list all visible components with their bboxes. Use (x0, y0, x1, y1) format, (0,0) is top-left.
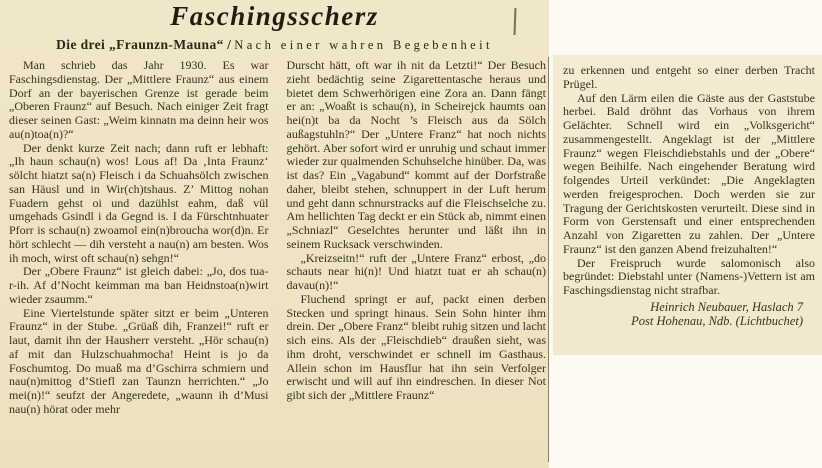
paragraph-continuation: zu erkennen und entgeht so einer derben Tracht Prügel. (563, 63, 815, 91)
boxed-conclusion-panel (553, 55, 822, 355)
article-title: Faschingsscherz (170, 1, 379, 31)
paragraph: „Kreizseitn!“ ruft der „Untere Franz“ erbost, „do schauts near hi(n)! Und hiatzt tuat er ah schau(n) davau(n)!“ (286, 250, 546, 292)
article-columns (0, 59, 549, 461)
author-signature (563, 300, 815, 329)
signature-line-2: Post Hohenau, Ndb. (Lichtbuchet) (631, 314, 803, 329)
subtitle-separator: / (223, 37, 235, 52)
text-column-2 (287, 59, 547, 461)
subtitle-main: Die drei „Fraunzn-Mauna“ (56, 37, 224, 52)
paragraph: Fluchend springt er auf, packt einen derben Stecken und springt hinaus. Sein Sohn hinter ihm drein. Der „Obere Franz“ bleibt ruhig sitzen und lacht sich eins. Als der „Fleischdieb“ draußen sieht, was ihm droht, verschwindet er schnell im Gasthaus. Allein schon im Hausflur hat ihn sein Verfolger erwischt und will auf ihn eindreschen. In dieser Not gibt sich der „Mittlere Fraunz“ (286, 291, 546, 402)
paragraph: Man schrieb das Jahr 1930. Es war Faschingsdienstag. Der „Mittlere Fraunz“ aus einem Dorf an der bayerischen Grenze ist gerade beim „Oberen Fraunz“ auf Besuch. Nach einiger Zeit fragt dieser seinen Gast: „Weim kinnatn ma deinn heir wos au(n)toa(n)?“ (9, 59, 269, 141)
paragraph: Auf den Lärm eilen die Gäste aus der Gaststube herbei. Bald dröhnt das Vorhaus von ihrem Gelächter. Schnell wird ein „Volksgericht“ zusammengestellt. Angeklagt ist der „Mittlere Fraunz“ wegen Fleischdiebstahls und der „Obere“ wegen Beihilfe. Nach eingehender Beratung wird folgendes Urteil verkündet: „Die Angeklagten werden freigesprochen. Doch werden sie zur Tragung der Gerichtskosten verurteilt. Diese sind in Form von Gerstensaft und einer entsprechenden Anzahl von Zigaretten zu zahlen. Der „Untere Fraunz“ ist den ganzen Abend freizuhalten!“ (563, 90, 815, 256)
paragraph: Der „Obere Fraunz“ ist gleich dabei: „Jo, dos tua-r-ih. Af d’Nocht keimman ma ban Heidnstoa(n)wirt wieder zsaumm.“ (9, 264, 269, 306)
paragraph-continuation: Durscht hätt, oft war ih nit da Letzti!“ Der Besuch zieht bedächtig seine Zigarettentasche heraus und bietet dem Schwerhörigen eine Zora an. Dann fängt er an: „Woaßt is schau(n), in Scheirejck haumts oan hei(n)t ba da Nocht ’s Fleisch aus da Sölch außagstuhln?“ Der „Untere Franz“ hat noch nichts gehört. Aber sofort wird er unruhig und schaut immer wieder zur qualmenden Schuhselche hinüber. Da, was ist das? Ein „Vagabund“ kommt auf der Dorfstraße daher, bleibt stehen, schnuppert in der Luft herum und geht dann schnurstracks auf die Fleischselche zu. Am hellichten Tag deckt er ein Stück ab, nimmt einen „Schniazl“ Geselchtes herunter und läßt ihn in seinem Rucksack verschwinden. (286, 59, 546, 251)
column-divider-rule (548, 57, 549, 462)
paragraph: Der denkt kurze Zeit nach; dann ruft er lebhaft: „Ih haun schau(n) wos! Lous af! Da ‚Inta Fraunz‘ sölcht hiatzt sa(n) Fleisch i da Schuahsölch zwischen san Häusl und in Wir(ch)tshaus. Z’ Mittog nohan Fuadern gehst oi und dazühlst eahm, daß vül umgehads Gsindl i da Gegnd is. I da Fürschtnhuater Pforr is schau(n) zwoamol ein(n)broucha wor(d)n. Er hört schlecht — dih versteht a nau(n) am besten. Wos ih moch, wirst oft schau(n) sehgn!“ (9, 140, 269, 265)
article-subtitle (0, 37, 549, 53)
subtitle-tagline: Nach einer wahren Begebenheit (234, 38, 493, 52)
article-header (0, 0, 549, 53)
signature-line-1: Heinrich Neubauer, Haslach 7 (650, 299, 803, 314)
paragraph: Der Freispruch wurde salomonisch also begründet: Diebstahl unter (Namens-)Vettern ist am Faschingsdienstag nicht strafbar. (563, 255, 815, 297)
paragraph: Eine Viertelstunde später sitzt er beim „Unteren Fraunz“ in der Stube. „Grüaß dih, Franzei!“ ruft er laut, damit ihn der Hausherr versteht. „Hör schau(n) af mit dan Hulzschuahmocha! Heint is jo da Foschumtog. Do muaß ma d’Gschirra schmiern und nau(n)mittog d’Stiefl zan Taunzn herrichten.“ „Jo mei(n)!“ seufzt der Angeredete, „waunn ih d’Musi nau(n) hörat oder mehr (9, 305, 269, 416)
text-column-1 (9, 59, 269, 461)
